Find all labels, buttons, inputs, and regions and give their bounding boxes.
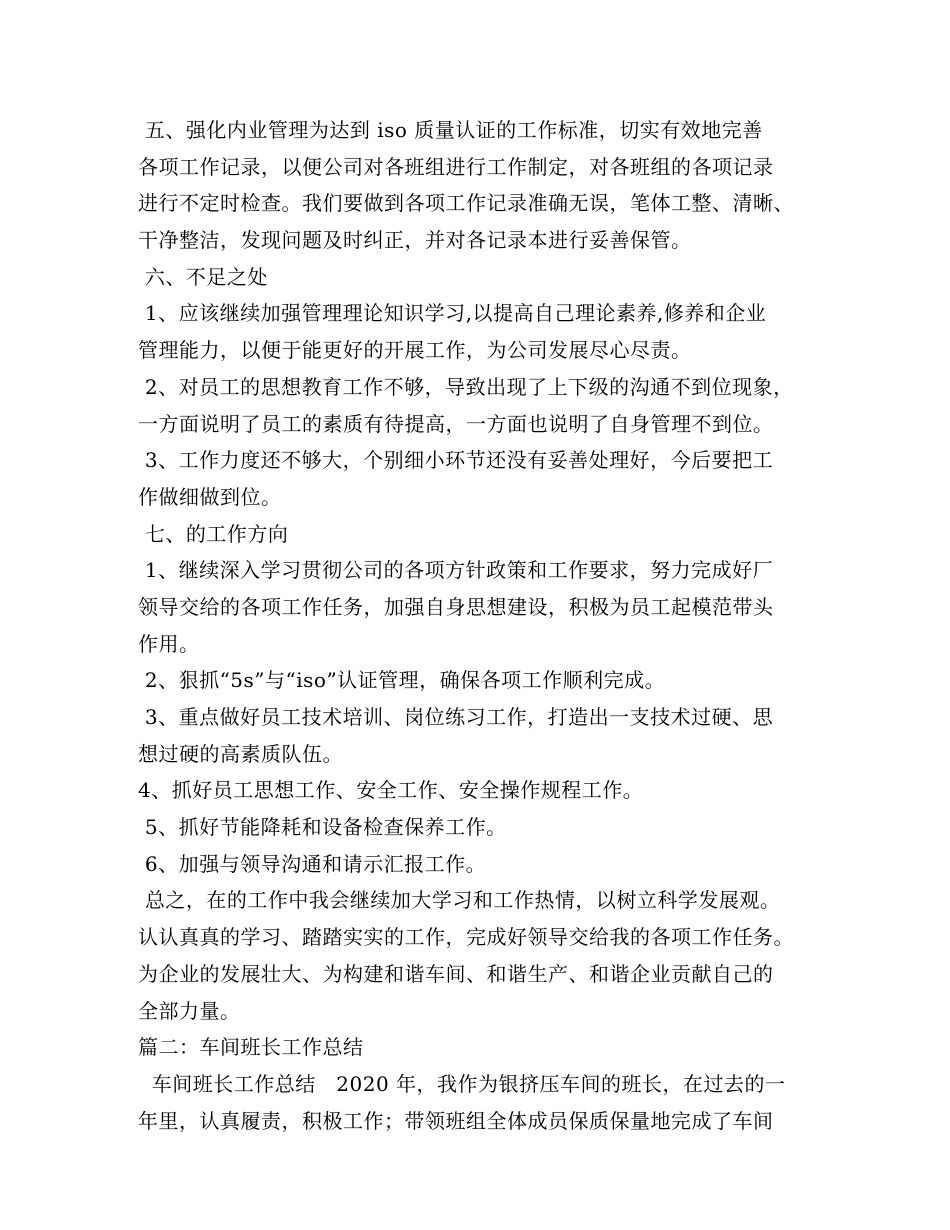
shortcoming-1-line-2: 管理能力，以便于能更好的开展工作，为公司发展尽心尽责。 — [138, 338, 692, 363]
shortcoming-3-line-1: 3、工作力度还不够大，个别细小环节还没有妥善处理好，今后要把工 — [138, 448, 774, 473]
summary-line-4: 全部力量。 — [138, 998, 241, 1023]
direction-2: 2、狠抓“5s”与“iso”认证管理，确保各项工作顺利完成。 — [138, 668, 666, 693]
section-heading-direction: 七、的工作方向 — [138, 521, 289, 546]
direction-1-line-3: 作用。 — [138, 631, 200, 656]
summary-line-1: 总之，在的工作中我会继续加大学习和工作热情，以树立科学发展观。 — [138, 888, 781, 913]
section-heading-shortcomings: 六、不足之处 — [138, 264, 268, 289]
paragraph-5-line-4: 干净整洁，发现问题及时纠正，并对各记录本进行妥善保管。 — [138, 228, 692, 253]
direction-1-line-2: 领导交给的各项工作任务，加强自身思想建设，积极为员工起模范带头 — [138, 594, 774, 619]
document-body — [138, 112, 828, 1139]
direction-1-line-1: 1、继续深入学习贯彻公司的各项方针政策和工作要求，努力完成好厂 — [138, 558, 774, 583]
shortcoming-1-line-1: 1、应该继续加强管理理论知识学习,以提高自己理论素养,修养和企业 — [138, 301, 767, 326]
direction-3-line-1: 3、重点做好员工技术培训、岗位练习工作，打造出一支技术过硬、思 — [138, 705, 774, 729]
article-2-heading: 篇二：车间班长工作总结 — [138, 1035, 364, 1060]
article-2-line-1: 车间班长工作总结 2020 年，我作为银挤压车间的班长，在过去的一 — [138, 1071, 786, 1096]
shortcoming-2-line-2: 一方面说明了员工的素质有待提高，一方面也说明了自身管理不到位。 — [138, 411, 774, 436]
direction-5: 5、抓好节能降耗和设备检查保养工作。 — [138, 815, 507, 840]
shortcoming-2-line-1: 2、对员工的思想教育工作不够，导致出现了上下级的沟通不到位现象， — [138, 374, 794, 399]
paragraph-5-line-1: 五、强化内业管理为达到 iso 质量认证的工作标准，切实有效地完善 — [138, 118, 763, 142]
shortcoming-3-line-2: 作做细做到位。 — [138, 484, 282, 509]
summary-line-2: 认认真真的学习、踏踏实实的工作，完成好领导交给我的各项工作任务。 — [138, 925, 794, 950]
paragraph-5-line-3: 进行不定时检查。我们要做到各项工作记录准确无误，笔体工整、清晰、 — [138, 191, 794, 216]
paragraph-5-line-2: 各项工作记录，以便公司对各班组进行工作制定，对各班组的各项记录 — [138, 154, 774, 179]
direction-3-line-2: 想过硬的高素质队伍。 — [138, 741, 343, 766]
direction-4: 4、抓好员工思想工作、安全工作、安全操作规程工作。 — [138, 778, 644, 803]
article-2-line-2: 年里，认真履责，积极工作；带领班组全体成员保质保量地完成了车间 — [138, 1108, 774, 1133]
direction-6: 6、加强与领导沟通和请示汇报工作。 — [138, 851, 487, 876]
summary-line-3: 为企业的发展壮大、为构建和谐车间、和谐生产、和谐企业贡献自己的 — [138, 961, 774, 986]
